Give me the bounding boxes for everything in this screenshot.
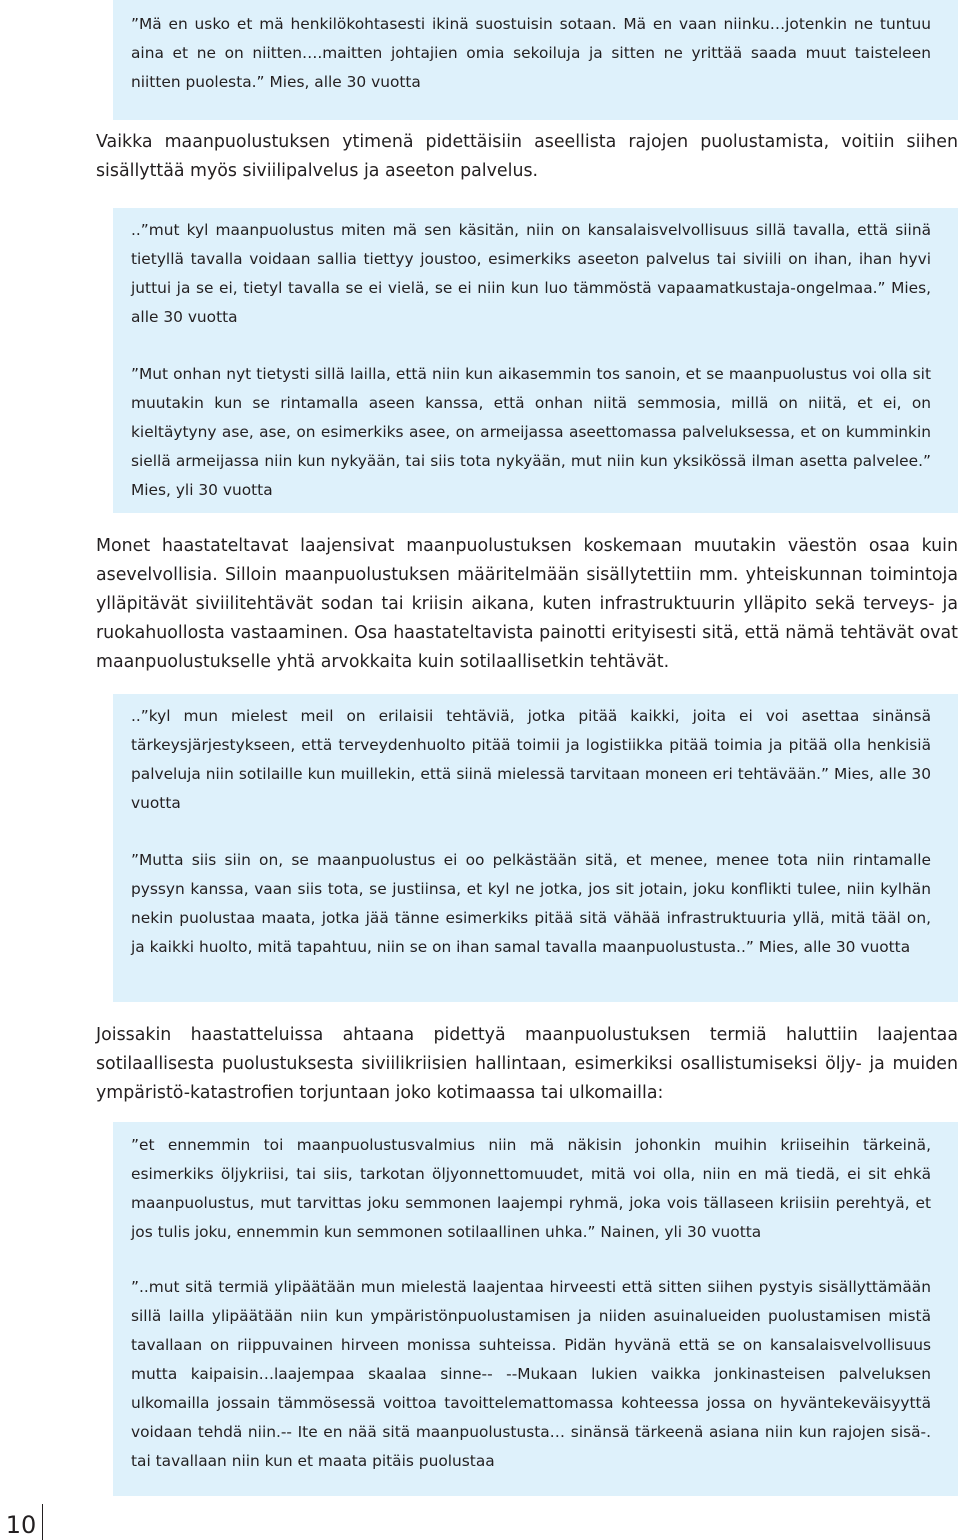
quote-box	[113, 694, 958, 1002]
page-number: 10	[5, 1511, 37, 1539]
interview-quote	[131, 10, 931, 97]
quote-text: ..”kyl mun mielest meil on erilaisii tehtäviä, jotka pitää kaikki, joita ei voi asettaa sinänsä tärkeysjärjestykseen, että terveydenhuolto pitää toimii ja logistiikka pitää toimia ja pitää olla henkisiä palveluja niin sotilaille kun muillekin, että siinä mielessä tarvitaan moneen eri tehtävään.”	[131, 707, 931, 783]
quote-text: ”et ennemmin toi maanpuolustusvalmius niin mä näkisin johonkin muihin kriiseihin tärkeinä, esimerkiks öljykriisi, tai siis, tarkotan öljyonnettomuudet, mitä voi olla, niin en mä tiedä, ei sit ehkä maanpuolustus, mut tarvittas joku semmonen laajempi ryhmä, joka vois tällaseen kriisiin perehtyä, et jos tulis joku, ennemmin kun semmonen sotilaallinen uhka.”	[131, 1136, 931, 1241]
interview-quote	[131, 702, 931, 818]
quote-attribution: Nainen, yli 30 vuotta	[600, 1223, 762, 1241]
body-paragraph: Monet haastateltavat laajensivat maanpuolustuksen koskemaan muutakin väestön osaa kuin asevelvollisia. Silloin maanpuolustuksen määritelmään sisällytettiin mm. yhteiskunnan toimintoja ylläpitävät siviilitehtävät sodan tai kriisin aikana, kuten infrastruktuurin ylläpito sekä terveys- ja ruokahuollosta vastaaminen. Osa haastateltavista painotti erityisesti sitä, että nämä tehtävät ovat maanpuolustukselle yhtä arvokkaita kuin sotilaallisetkin tehtävät.	[96, 536, 958, 672]
interview-quote	[131, 1131, 931, 1247]
body-paragraph: Joissakin haastatteluissa ahtaana pidettyä maanpuolustuksen termiä haluttiin laajentaa sotilaallisesta puolustuksesta siviilikriisien hallintaan, esimerkiksi osallistumiseksi öljy- ja muiden ympäristö-katastrofien torjuntaan joko kotimaassa tai ulkomailla:	[96, 1025, 958, 1103]
interview-quote	[131, 1273, 931, 1476]
body-paragraph: Vaikka maanpuolustuksen ytimenä pidettäisiin aseellista rajojen puolustamista, voitiin siihen sisällyttää myös siviilipalvelus ja aseeton palvelus.	[96, 132, 958, 181]
quote-attribution: Mies, alle 30 vuotta	[269, 73, 421, 91]
quote-attribution: Mies, alle 30 vuotta	[131, 765, 931, 812]
quote-box	[113, 0, 958, 120]
quote-attribution: Mies, alle 30 vuotta	[131, 279, 931, 326]
quote-text: ..”mut kyl maanpuolustus miten mä sen käsitän, niin on kansalaisvelvollisuus sillä tavalla, että siinä tietyllä tavalla voidaan sallia tiettyy joustoo, esimerkiks aseeton palvelus tai siviili on ihan, ihan hyvi juttui ja se ei, tietyl tavalla se ei vielä, se ei niin kun luo tämmöstä vapaamatkustaja-ongelmaa.”	[131, 221, 931, 297]
quote-box	[113, 1122, 958, 1496]
interview-quote	[131, 360, 931, 505]
page-number-divider	[42, 1504, 43, 1540]
quote-text: ”..mut sitä termiä ylipäätään mun mielestä laajentaa hirveesti että sitten siihen pystyis sisällyttämään sillä lailla ylipäätään niin kun ympäristönpuolustamisen ja niiden asuinalueiden puolustamisen mistä tavallaan on riippuvainen hirveen monissa suhteissa. Pidän hyvänä että se on kansalaisvelvollisuus mutta kaipaisin…laajempaa skaalaa sinne-- --Mukaan lukien vaikka jonkinasteisen palveluksen ulkomailla jossain tämmösessä voittoa tavoittelemattomassa kohteessa jossa on hyväntekeväisyyttä voidaan tehdä niin.-- Ite en nää sitä maanpuolustusta… sinänsä tärkeenä asiana niin kun rajojen sisä-. tai tavallaan niin kun et maata pitäis puolustaa	[131, 1278, 931, 1470]
quote-box	[113, 208, 958, 513]
quote-text: ”Mutta siis siin on, se maanpuolustus ei oo pelkästään sitä, et menee, menee tota niin rintamalle pyssyn kanssa, vaan siis tota, se justiinsa, et kyl ne jotka, jos sit jotain, joku konflikti tulee, niin kylhän nekin puolustaa maata, jotka jää tänne esimerkiks pitää sitä vähää infrastruktuuria yllä, mitä tääl on, ja kaikki huolto, mitä tapahtuu, niin se on ihan samal tavalla maanpuolustusta..”	[131, 851, 931, 956]
interview-quote	[131, 846, 931, 962]
quote-attribution: Mies, alle 30 vuotta	[758, 938, 911, 956]
quote-text: ”Mä en usko et mä henkilökohtasesti ikinä suostuisin sotaan. Mä en vaan niinku…jotenkin ne tuntuu aina et ne on niitten….maitten johtajien omia sekoiluja ja sitten ne yrittää saada muut taisteleen niitten puolesta.”	[131, 15, 931, 91]
quote-text: ”Mut onhan nyt tietysti sillä lailla, että niin kun aikasemmin tos sanoin, et se maanpuolustus voi olla sit muutakin kun se rintamalla aseen kanssa, että onhan niitä semmosia, millä on niitä, et ei, on kieltäytyny ase, ase, on esimerkiks asee, on armeijassa aseettomassa palveluksessa, et on kumminkin siellä armeijassa niin kun nykyään, tai siis tota nykyään, mut niin kun yksikössä ilman asetta palvelee.”	[131, 365, 931, 470]
interview-quote	[131, 216, 931, 332]
quote-attribution: Mies, yli 30 vuotta	[131, 481, 273, 499]
